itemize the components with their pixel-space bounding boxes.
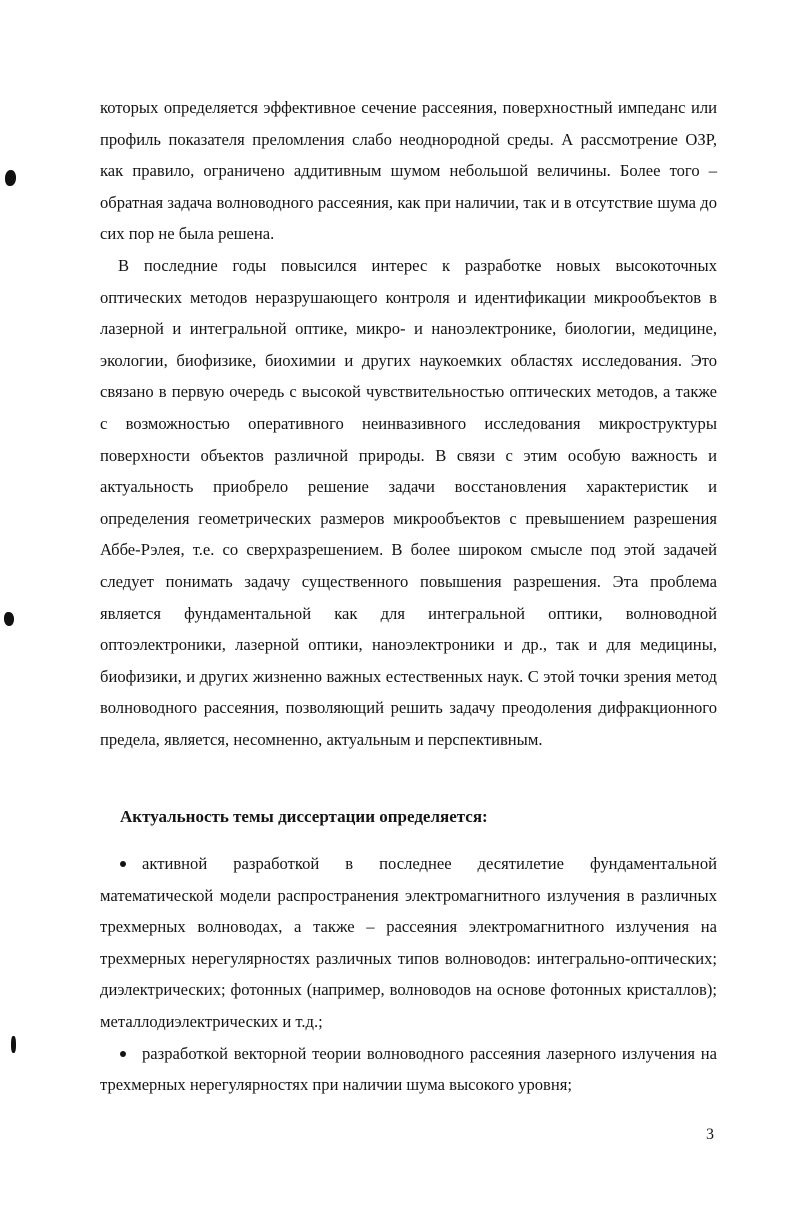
- bullet-dot-icon: [120, 1051, 126, 1057]
- page-content: [100, 92, 717, 1101]
- list-item: [100, 848, 717, 1038]
- bullet-dot-icon: [120, 861, 126, 867]
- list-item: [100, 1038, 717, 1101]
- page-number: 3: [706, 1126, 714, 1143]
- section-heading: Актуальность темы диссертации определяется:: [120, 807, 488, 827]
- list-item-text: разработкой векторной теории волноводного рассеяния лазерного излучения на трехмерных нерегулярностях при наличии шума высокого уровня;: [100, 1043, 717, 1095]
- paragraph-recent-interest: В последние годы повысился интерес к разработке новых высокоточных оптических методов неразрушающего контроля и идентификации микрообъектов в лазерной и интегральной оптике, микро- и наноэлектронике, биологии, медицине, экологии, биофизике, биохимии и других наукоемких областях исследования. Это связано в первую очередь с высокой чувствительностью оптических методов, а также с возможностью оперативного неинвазивного исследования микроструктуры поверхности объектов различной природы. В связи с этим особую важность и актуальность приобрело решение задачи восстановления характеристик и определения геометрических размеров микрообъектов с превышением разрешения Аббе-Рэлея, т.е. со сверхразрешением. В более широком смысле под этой задачей следует понимать задачу существенного повышения разрешения. Эта проблема является фундаментальной как для интегральной оптики, волноводной оптоэлектроники, лазерной оптики, наноэлектроники и др., так и для медицины, биофизики, и других жизненно важных естественных наук. С этой точки зрения метод волноводного рассеяния, позволяющий решить задачу преодоления дифракционного предела, является, несомненно, актуальным и перспективным.: [100, 255, 717, 749]
- scan-punch-hole-mark: [4, 612, 14, 626]
- scan-punch-hole-mark: [11, 1036, 16, 1053]
- scan-punch-hole-mark: [5, 170, 16, 186]
- paragraph-continuation: которых определяется эффективное сечение рассеяния, поверхностный импеданс или профиль показателя преломления слабо неоднородной среды. А рассмотрение ОЗР, как правило, ограничено аддитивным шумом небольшой величины. Более того – обратная задача волноводного рассеяния, как при наличии, так и в отсутствие шума до сих пор не была решена.: [100, 98, 717, 244]
- list-item-text: активной разработкой в последнее десятилетие фундаментальной математической модели распространения электромагнитного излучения в различных трехмерных волноводах, а также – рассеяния электромагнитного излучения на трехмерных нерегулярностях различных типов волноводов: интегрально-оптических; диэлектрических; фотонных (например, волноводов на основе фотонных кристаллов); металлодиэлектрических и т.д.;: [100, 854, 717, 1032]
